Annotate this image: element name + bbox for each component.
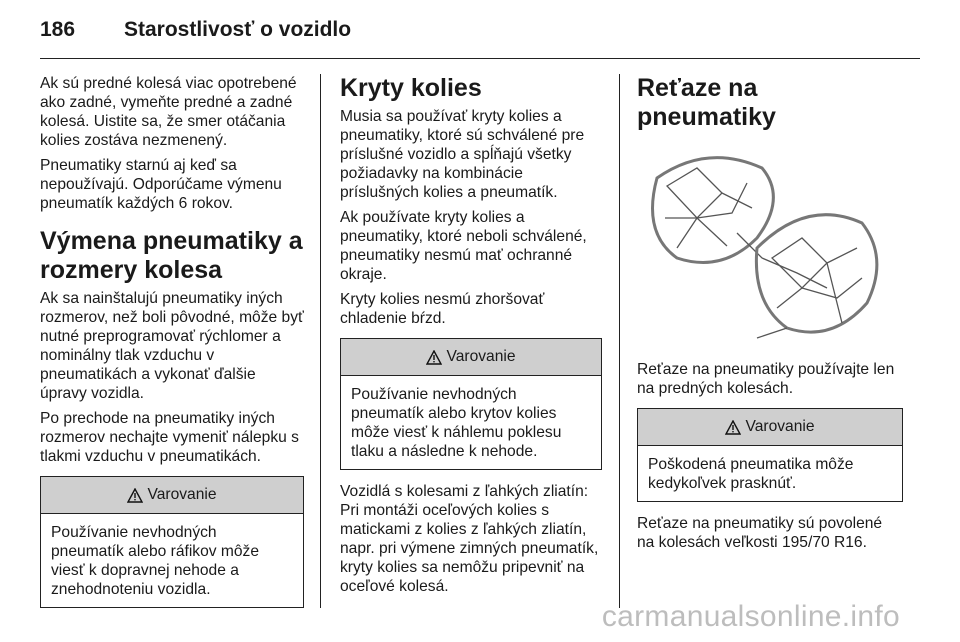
warning-box bbox=[340, 338, 602, 470]
paragraph: Kryty kolies nesmú zhoršovať chladenie bŕzd. bbox=[340, 291, 545, 327]
section-heading: Reťaze na pneumatiky bbox=[637, 74, 776, 131]
watermark: carmanualsonline.info bbox=[601, 600, 900, 633]
warning-title: Varovanie bbox=[745, 418, 815, 435]
paragraph: Ak sú predné kolesá viac opotrebené ako zadné, vymeňte predné a zadné kolesá. Uistite sa, že smer otáčania kolies zostáva nezmenený. bbox=[40, 75, 297, 149]
warning-text: Poškodená pneumatika môže kedykoľvek prasknúť. bbox=[648, 456, 854, 492]
warning-header bbox=[41, 477, 303, 514]
paragraph: Pneumatiky starnú aj keď sa nepoužívajú. Odporúčame výmenu pneumatík každých 6 rokov. bbox=[40, 157, 282, 212]
paragraph: Ak používate kryty kolies a pneumatiky, ktoré neboli schválené, pneumatiky nesmú mať ochranné okraje. bbox=[340, 209, 587, 283]
paragraph: Vozidlá s kolesami z ľahkých zliatín: Pri montáži oceľových kolies s matickami z kolies z ľahkých zliatín, napr. pri výmene zimných pneumatík, kryty kolies sa nemôžu pripevniť na oceľové kolesá. bbox=[340, 483, 599, 595]
page-number: 186 bbox=[40, 18, 76, 41]
column-2 bbox=[340, 74, 602, 602]
column-3 bbox=[637, 74, 903, 558]
warning-title: Varovanie bbox=[147, 486, 217, 503]
section-heading: Výmena pneumatiky a rozmery kolesa bbox=[40, 227, 303, 284]
paragraph: Po prechode na pneumatiky iných rozmerov nechajte vymeniť nálepku s tlakmi vzduchu v pneumatikách. bbox=[40, 410, 299, 465]
paragraph: Ak sa nainštalujú pneumatiky iných rozmerov, než boli pôvodné, môže byť nutné preprogramovať rýchlomer a nominálny tlak vzduchu v pneumatikách a vykonať ďalšie úpravy vozidla. bbox=[40, 290, 304, 402]
paragraph: Reťaze na pneumatiky sú povolené na kolesách veľkosti 195/70 R16. bbox=[637, 515, 883, 551]
paragraph: Reťaze na pneumatiky používajte len na predných kolesách. bbox=[637, 361, 895, 397]
snow-chains-illustration bbox=[637, 138, 895, 350]
warning-text: Používanie nevhodných pneumatík alebo krytov kolies môže viesť k náhlemu poklesu tlaku a následne k nehode. bbox=[351, 386, 562, 460]
page-title: Starostlivosť o vozidlo bbox=[124, 18, 352, 41]
warning-header bbox=[638, 409, 902, 446]
warning-title: Varovanie bbox=[446, 348, 516, 365]
warning-triangle-icon bbox=[426, 350, 442, 365]
paragraph: Musia sa používať kryty kolies a pneumatiky, ktoré sú schválené pre príslušné vozidlo a spĺňajú všetky požiadavky na kombinácie príslušných kolies a pneumatík. bbox=[340, 108, 585, 201]
column-divider bbox=[619, 74, 620, 608]
header-rule bbox=[40, 58, 920, 59]
warning-triangle-icon bbox=[127, 488, 143, 503]
column-1 bbox=[40, 74, 304, 620]
warning-header bbox=[341, 339, 601, 376]
section-heading: Kryty kolies bbox=[340, 74, 482, 102]
column-divider bbox=[320, 74, 321, 608]
warning-triangle-icon bbox=[725, 420, 741, 435]
warning-box bbox=[637, 408, 903, 502]
page-header bbox=[40, 14, 920, 48]
warning-text: Používanie nevhodných pneumatík alebo ráfikov môže viesť k dopravnej nehode a znehodnoteniu vozidla. bbox=[51, 524, 260, 598]
warning-box bbox=[40, 476, 304, 608]
